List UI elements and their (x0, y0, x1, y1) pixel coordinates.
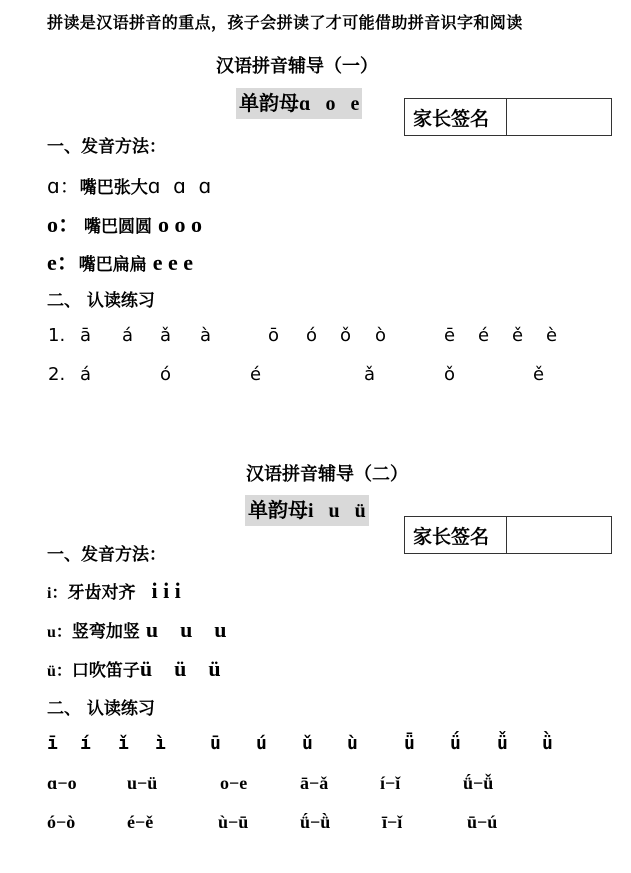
method-repeat: i i i (151, 578, 181, 603)
pinyin-item: ú (256, 733, 267, 754)
lesson1-section1-heading: 一、发音方法： (47, 137, 166, 157)
lesson2-subtitle (245, 495, 369, 526)
method-repeat: e e e (152, 250, 193, 275)
lesson2-section1-heading: 一、发音方法： (47, 545, 166, 565)
method-desc: 嘴巴张大 (79, 178, 148, 198)
pinyin-pair: ǘ−ǜ (300, 812, 331, 832)
pinyin-item: ǎ (364, 364, 376, 385)
lesson1-signature-field[interactable] (507, 99, 611, 135)
pinyin-item: ū (210, 733, 221, 754)
lesson2-title: 汉语拼音辅导（二） (246, 464, 408, 485)
pinyin-item: é (478, 325, 490, 346)
method-letter: o： (47, 212, 81, 237)
lesson2-signature-box (404, 516, 612, 554)
lesson1-method-o (47, 208, 202, 239)
pinyin-pair: o−e (220, 773, 248, 793)
lesson1-subtitle-cn: 单韵母 (239, 91, 299, 115)
pinyin-pair: ū−ú (467, 812, 498, 832)
pinyin-item: ǖ (404, 733, 415, 754)
method-letter: u： (47, 624, 72, 641)
pinyin-item: ǐ (118, 733, 129, 754)
pinyin-pair: u−ü (127, 773, 158, 793)
pinyin-pair: í−ǐ (380, 773, 401, 793)
method-letter: i： (47, 585, 68, 602)
lesson2-section2-heading: 二、 认读练习 (47, 699, 155, 719)
lesson2-pair-row-1 (0, 773, 631, 799)
pinyin-item: ó (306, 325, 318, 346)
pinyin-item: ǚ (497, 733, 508, 754)
method-letter: ɑ： (47, 174, 80, 198)
pinyin-item: á (80, 364, 92, 385)
pinyin-pair: é−ě (127, 812, 154, 832)
pinyin-item: ǔ (302, 733, 313, 754)
method-desc: 嘴巴圆圆 (84, 217, 153, 237)
pinyin-item: ā (80, 325, 92, 346)
pinyin-item: ǜ (542, 733, 553, 754)
pinyin-item: ì (155, 733, 166, 754)
tagline: 拼读是汉语拼音的重点，孩子会拼读了才可能借助拼音识字和阅读 (47, 13, 523, 32)
pinyin-pair: ī−ǐ (382, 812, 403, 832)
pinyin-item: í (80, 733, 91, 754)
pinyin-pair: ǘ−ǚ (463, 773, 494, 793)
lesson2-method-u (47, 617, 227, 643)
lesson1-practice-row-1 (0, 325, 631, 351)
method-repeat: ɑ ɑ ɑ (147, 174, 212, 198)
lesson1-title: 汉语拼音辅导（一） (216, 56, 378, 77)
pinyin-item: ù (347, 733, 358, 754)
pinyin-item: à (200, 325, 212, 346)
pinyin-pair: ù−ū (218, 812, 249, 832)
lesson2-subtitle-letters: i u ü (308, 500, 366, 522)
pinyin-item: ǎ (160, 325, 172, 346)
pinyin-item: è (546, 325, 558, 346)
pinyin-item: é (250, 364, 262, 385)
lesson2-subtitle-cn: 单韵母 (248, 498, 308, 522)
method-repeat: u u u (145, 617, 227, 642)
lesson2-method-v (47, 656, 221, 682)
pinyin-item: ǘ (450, 733, 461, 754)
method-letter: ü： (47, 663, 72, 680)
method-repeat: o o o (157, 212, 202, 237)
pinyin-item: ǒ (444, 364, 456, 385)
lesson2-pair-row-2 (0, 812, 631, 838)
pinyin-pair: ɑ−o (47, 773, 77, 793)
lesson1-method-e (47, 246, 193, 277)
pinyin-item: ǒ (340, 325, 352, 346)
pinyin-item: ī (47, 733, 58, 754)
lesson2-method-i (47, 578, 181, 604)
pinyin-item: ě (512, 325, 524, 346)
row-label: 2. (48, 364, 66, 385)
pinyin-item: á (122, 325, 134, 346)
method-desc: 口吹笛子 (71, 661, 140, 681)
lesson1-subtitle (236, 88, 362, 119)
lesson2-signature-field[interactable] (507, 517, 611, 553)
pinyin-item: ē (444, 325, 456, 346)
pinyin-pair: ā−ǎ (300, 773, 329, 793)
lesson1-method-a (47, 170, 211, 199)
method-desc: 嘴巴扁扁 (78, 255, 147, 275)
pinyin-item: ó (160, 364, 172, 385)
lesson1-signature-box (404, 98, 612, 136)
lesson2-tone-row (0, 733, 631, 759)
lesson1-section2-heading: 二、 认读练习 (47, 291, 155, 311)
pinyin-pair: ó−ò (47, 812, 76, 832)
pinyin-item: ò (375, 325, 387, 346)
method-repeat: ü ü ü (139, 656, 221, 681)
lesson1-subtitle-letters: ɑ o e (299, 93, 360, 115)
signature-label: 家长签名 (405, 99, 507, 135)
signature-label: 家长签名 (405, 517, 507, 553)
pinyin-item: ě (533, 364, 545, 385)
pinyin-item: ō (268, 325, 280, 346)
method-letter: e： (47, 250, 79, 275)
lesson1-practice-row-2 (0, 364, 631, 390)
method-desc: 牙齿对齐 (67, 583, 136, 603)
method-desc: 竖弯加竖 (71, 622, 140, 642)
row-label: 1. (48, 325, 66, 346)
